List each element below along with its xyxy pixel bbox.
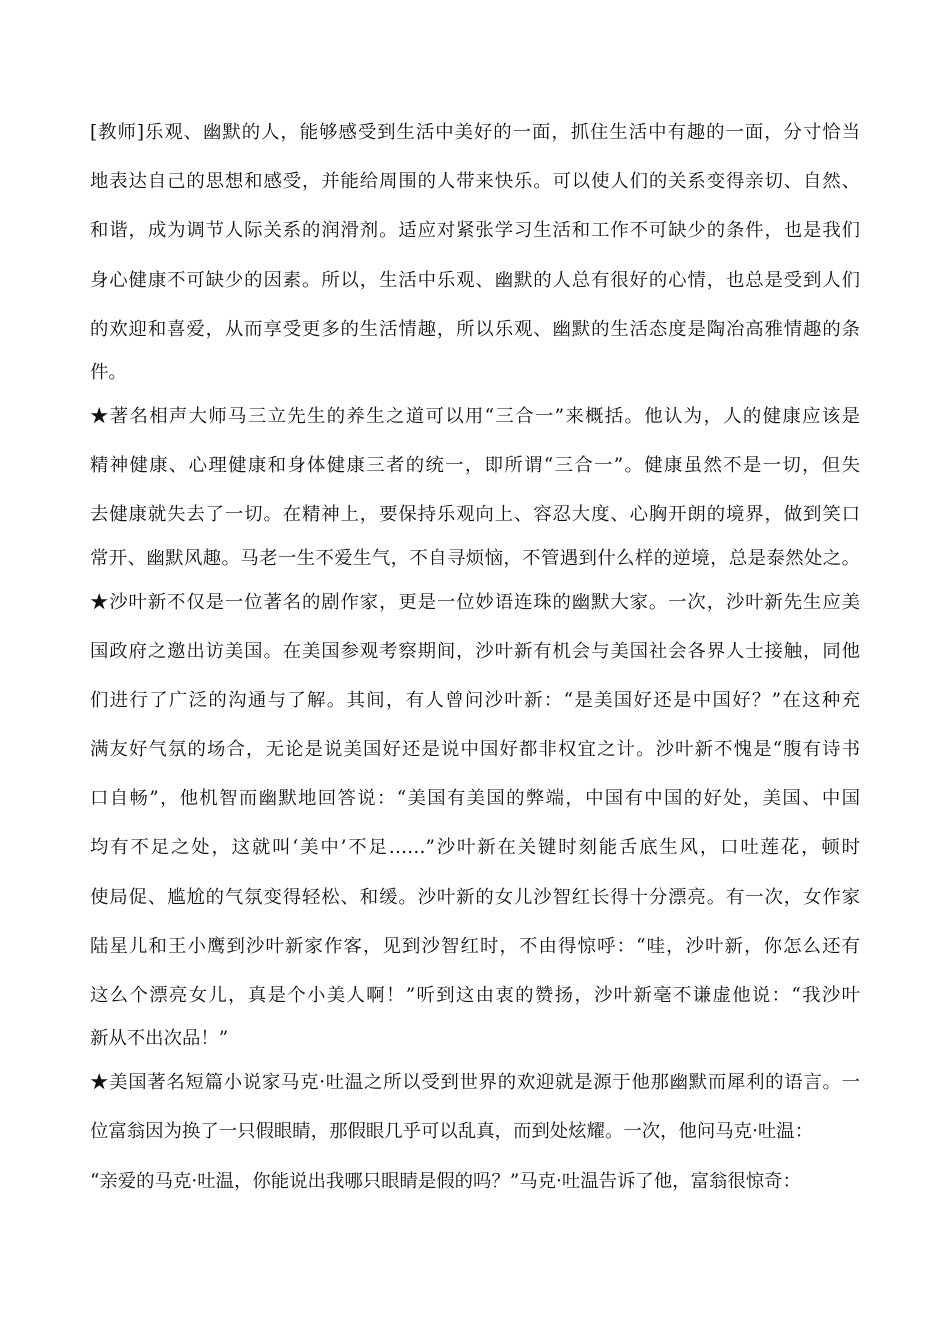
text-line: 地表达自己的思想和感受，并能给周围的人带来快乐。可以使人们的关系变得亲切、自然、 — [90, 171, 860, 193]
paragraph-sha-yexin — [90, 578, 860, 1059]
paragraph-ma-sanli — [90, 392, 860, 578]
text-line: 的欢迎和喜爱，从而享受更多的生活情趣，所以乐观、幽默的生活态度是陶冶高雅情趣的条 — [90, 318, 860, 340]
text-line: 国政府之邀出访美国。在美国参观考察期间，沙叶新有机会与美国社会各界人士接触，同他 — [90, 640, 860, 662]
text-line: 去健康就失去了一切。在精神上，要保持乐观向上、容忍大度、心胸开朗的境界，做到笑口 — [90, 504, 860, 526]
text-line: 这么个漂亮女儿，真是个小美人啊！”听到这由衷的赞扬，沙叶新毫不谦虚他说：“我沙叶 — [90, 985, 860, 1006]
text-line: ★美国著名短篇小说家马克·吐温之所以受到世界的欢迎就是源于他那幽默而犀利的语言。一 — [90, 1072, 860, 1094]
text-line: 常开、幽默风趣。马老一生不爱生气，不自寻烦恼，不管遇到什么样的逆境，总是泰然处之。 — [90, 547, 860, 569]
text-line: 使局促、尴尬的气氛变得轻松、和缓。沙叶新的女儿沙智红长得十分漂亮。有一次，女作家 — [90, 886, 860, 908]
paragraph-teacher — [90, 108, 860, 392]
text-line: 们进行了广泛的沟通与了解。其间，有人曾问沙叶新：“是美国好还是中国好？”在这种充 — [90, 689, 860, 711]
text-line: “亲爱的马克·吐温，你能说出我哪只眼睛是假的吗？”马克·吐温告诉了他，富翁很惊奇： — [90, 1170, 801, 1192]
text-line: ★著名相声大师马三立先生的养生之道可以用“三合一”来概括。他认为，人的健康应该是 — [90, 405, 860, 427]
text-line: 和谐，成为调节人际关系的润滑剂。适应对紧张学习生活和工作不可缺少的条件，也是我们 — [90, 220, 860, 242]
text-line: 件。 — [90, 361, 127, 383]
text-line: ★沙叶新不仅是一位著名的剧作家，更是一位妙语连珠的幽默大家。一次，沙叶新先生应美 — [90, 591, 860, 613]
text-line: 精神健康、心理健康和身体健康三者的统一，即所谓“三合一”。健康虽然不是一切，但失 — [90, 455, 860, 477]
text-line: 满友好气氛的场合，无论是说美国好还是说中国好都非权宜之计。沙叶新不愧是“腹有诗书 — [90, 739, 860, 761]
text-line: [教师]乐观、幽默的人，能够感受到生活中美好的一面，抓住生活中有趣的一面，分寸恰当 — [90, 122, 860, 143]
text-line: 均有不足之处，这就叫‘美中’不足……”沙叶新在关键时刻能舌底生风，口吐莲花，顿时 — [90, 837, 860, 859]
text-line: 身心健康不可缺少的因素。所以，生活中乐观、幽默的人总有很好的心情，也总是受到人们 — [90, 269, 860, 291]
text-line: 新从不出次品！” — [90, 1028, 229, 1050]
text-line: 位富翁因为换了一只假眼睛，那假眼几乎可以乱真，而到处炫耀。一次，他问马克·吐温： — [90, 1121, 814, 1143]
document-page — [90, 108, 860, 1206]
paragraph-mark-twain — [90, 1058, 860, 1206]
text-line: 口自畅”，他机智而幽默地回答说：“美国有美国的弊端，中国有中国的好处，美国、中国 — [90, 788, 860, 810]
text-line: 陆星儿和王小鹰到沙叶新家作客，见到沙智红时，不由得惊呼：“哇，沙叶新，你怎么还有 — [90, 935, 860, 957]
